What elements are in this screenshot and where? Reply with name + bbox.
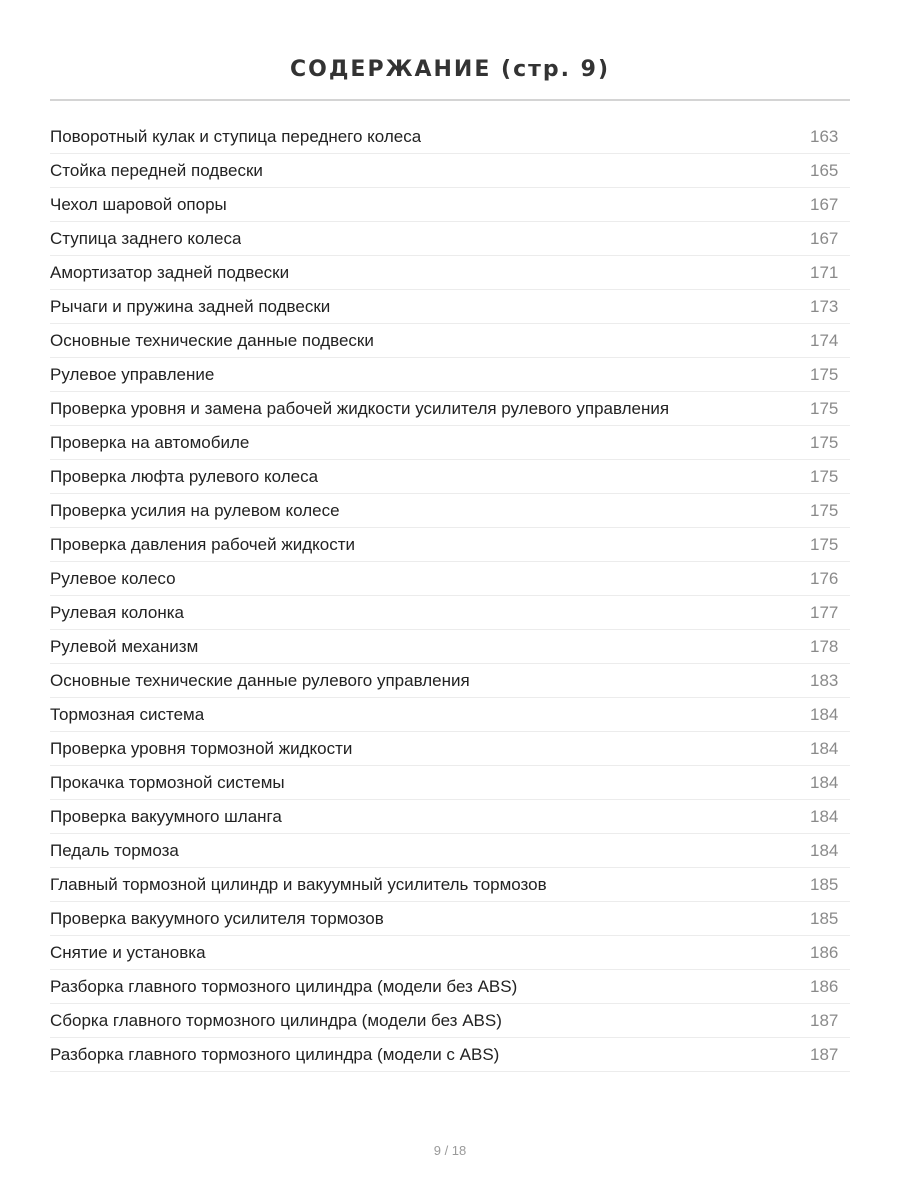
toc-entry[interactable]: [50, 732, 850, 766]
toc-entry[interactable]: [50, 868, 850, 902]
toc-entry-title: Чехол шаровой опоры: [50, 194, 227, 214]
toc-entry-page-number: 171: [810, 262, 839, 282]
toc-entry-title: Основные технические данные подвески: [50, 330, 374, 350]
toc-entry-page-number: 184: [810, 704, 839, 724]
toc-entry-page-number: 175: [810, 466, 839, 486]
toc-entry-page-number: 175: [810, 432, 839, 452]
toc-entry-page-number: 175: [810, 534, 839, 554]
toc-entry[interactable]: [50, 528, 850, 562]
toc-entry[interactable]: [50, 392, 850, 426]
toc-entry-page-number: 174: [810, 330, 839, 350]
toc-entry[interactable]: [50, 698, 850, 732]
toc-entry-title: Разборка главного тормозного цилиндра (модели с ABS): [50, 1044, 500, 1064]
toc-entry-title: Проверка давления рабочей жидкости: [50, 534, 355, 554]
toc-entry[interactable]: [50, 154, 850, 188]
toc-entry-title: Поворотный кулак и ступица переднего колеса: [50, 126, 422, 146]
toc-entry[interactable]: [50, 358, 850, 392]
toc-entry-page-number: 187: [810, 1044, 839, 1064]
toc-entry[interactable]: [50, 460, 850, 494]
toc-entry-title: Сборка главного тормозного цилиндра (модели без ABS): [50, 1010, 502, 1030]
toc-entry-title: Проверка вакуумного усилителя тормозов: [50, 908, 384, 928]
toc-entry-page-number: 175: [810, 500, 839, 520]
toc-entry-title: Проверка на автомобиле: [50, 432, 250, 452]
toc-entry[interactable]: [50, 834, 850, 868]
toc-entry-title: Стойка передней подвески: [50, 160, 263, 180]
toc-entry-page-number: 186: [810, 976, 839, 996]
toc-entry-title: Проверка усилия на рулевом колесе: [50, 500, 340, 520]
toc-entry-page-number: 184: [810, 772, 839, 792]
toc-entry-page-number: 183: [810, 670, 839, 690]
toc-entry-title: Рычаги и пружина задней подвески: [50, 296, 331, 316]
toc-entry-title: Тормозная система: [50, 704, 205, 724]
page-title: СОДЕРЖАНИЕ (стр. 9): [289, 56, 611, 82]
toc-entry-page-number: 186: [810, 942, 839, 962]
toc-entry[interactable]: [50, 936, 850, 970]
toc-entry[interactable]: [50, 426, 850, 460]
toc-entry-title: Основные технические данные рулевого управления: [50, 670, 470, 690]
toc-entry-title: Проверка уровня тормозной жидкости: [50, 738, 353, 758]
title-divider: [50, 99, 850, 101]
toc-entry-title: Проверка люфта рулевого колеса: [50, 466, 319, 486]
toc-entry[interactable]: [50, 1004, 850, 1038]
toc-entry-title: Рулевой механизм: [50, 636, 199, 656]
toc-entry-page-number: 187: [810, 1010, 839, 1030]
toc-entry-page-number: 184: [810, 840, 839, 860]
toc-entry-title: Педаль тормоза: [50, 840, 179, 860]
toc-entry-title: Прокачка тормозной системы: [50, 772, 285, 792]
toc-entry-page-number: 167: [810, 228, 839, 248]
toc-entry-title: Проверка уровня и замена рабочей жидкости усилителя рулевого управления: [50, 398, 670, 418]
toc-entry-title: Ступица заднего колеса: [50, 228, 242, 248]
toc-entry-title: Главный тормозной цилиндр и вакуумный усилитель тормозов: [50, 874, 547, 894]
toc-entry[interactable]: [50, 902, 850, 936]
toc-entry[interactable]: [50, 324, 850, 358]
table-of-contents: [50, 120, 850, 1072]
toc-entry[interactable]: [50, 664, 850, 698]
toc-entry-page-number: 185: [810, 908, 839, 928]
toc-entry-page-number: 167: [810, 194, 839, 214]
toc-entry-page-number: 173: [810, 296, 839, 316]
toc-entry[interactable]: [50, 188, 850, 222]
toc-entry[interactable]: [50, 596, 850, 630]
toc-entry-page-number: 185: [810, 874, 839, 894]
toc-entry-page-number: 175: [810, 398, 839, 418]
toc-entry-title: Разборка главного тормозного цилиндра (модели без ABS): [50, 976, 518, 996]
toc-entry[interactable]: [50, 800, 850, 834]
toc-entry-page-number: 184: [810, 738, 839, 758]
toc-entry-title: Рулевая колонка: [50, 602, 184, 622]
toc-entry-title: Амортизатор задней подвески: [50, 262, 290, 282]
toc-entry[interactable]: [50, 290, 850, 324]
toc-entry-title: Проверка вакуумного шланга: [50, 806, 282, 826]
toc-entry[interactable]: [50, 494, 850, 528]
toc-entry[interactable]: [50, 630, 850, 664]
toc-entry-page-number: 177: [810, 602, 839, 622]
toc-entry[interactable]: [50, 562, 850, 596]
toc-entry[interactable]: [50, 120, 850, 154]
page-indicator: 9 / 18: [433, 1143, 467, 1158]
toc-entry-page-number: 165: [810, 160, 839, 180]
toc-entry-title: Рулевое колесо: [50, 568, 176, 588]
toc-entry-page-number: 176: [810, 568, 839, 588]
toc-entry[interactable]: [50, 222, 850, 256]
toc-entry[interactable]: [50, 970, 850, 1004]
toc-entry-page-number: 184: [810, 806, 839, 826]
toc-entry-page-number: 175: [810, 364, 839, 384]
toc-entry-title: Снятие и установка: [50, 942, 206, 962]
toc-entry[interactable]: [50, 766, 850, 800]
toc-entry-page-number: 163: [810, 126, 839, 146]
toc-entry-title: Рулевое управление: [50, 364, 215, 384]
toc-entry[interactable]: [50, 256, 850, 290]
toc-entry-page-number: 178: [810, 636, 839, 656]
toc-entry[interactable]: [50, 1038, 850, 1072]
